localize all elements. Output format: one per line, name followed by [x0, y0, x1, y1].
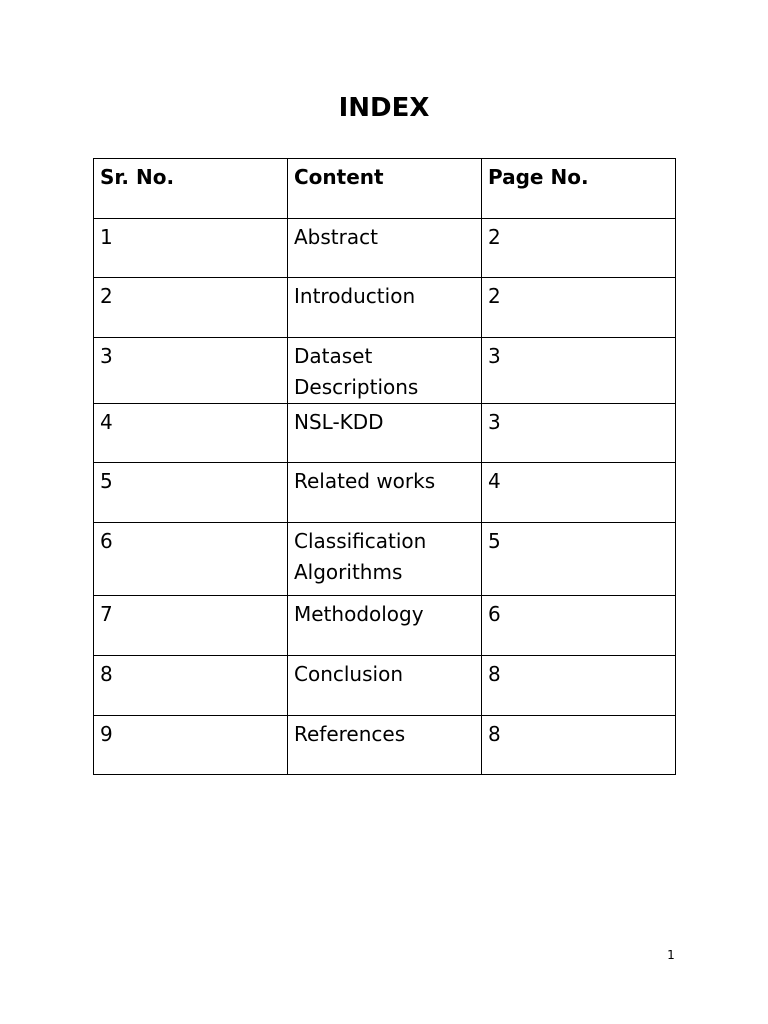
cell-page-no: 4	[482, 463, 676, 523]
cell-sr-no: 3	[94, 338, 288, 404]
table-row	[94, 463, 676, 523]
cell-page-no: 8	[482, 656, 676, 716]
cell-content: References	[288, 716, 482, 775]
cell-content: Abstract	[288, 219, 482, 278]
cell-page-no: 2	[482, 278, 676, 338]
cell-content: Dataset Descriptions	[288, 338, 482, 404]
cell-page-no: 5	[482, 523, 676, 596]
cell-sr-no: 2	[94, 278, 288, 338]
table-header-row	[94, 159, 676, 219]
table-row	[94, 596, 676, 656]
table-row	[94, 523, 676, 596]
cell-sr-no: 6	[94, 523, 288, 596]
table-row	[94, 219, 676, 278]
cell-content: Methodology	[288, 596, 482, 656]
cell-sr-no: 1	[94, 219, 288, 278]
cell-content: NSL-KDD	[288, 404, 482, 463]
cell-content: Introduction	[288, 278, 482, 338]
table-row	[94, 278, 676, 338]
cell-sr-no: 4	[94, 404, 288, 463]
cell-page-no: 8	[482, 716, 676, 775]
page-title: INDEX	[338, 93, 430, 123]
index-table	[93, 158, 676, 775]
table-row	[94, 656, 676, 716]
cell-page-no: 2	[482, 219, 676, 278]
cell-content: Classification Algorithms	[288, 523, 482, 596]
page-number: 1	[667, 948, 675, 962]
table-row	[94, 716, 676, 775]
cell-sr-no: 8	[94, 656, 288, 716]
cell-sr-no: 7	[94, 596, 288, 656]
cell-page-no: 3	[482, 404, 676, 463]
table-row	[94, 338, 676, 404]
cell-sr-no: 5	[94, 463, 288, 523]
header-page-no: Page No.	[482, 159, 676, 219]
header-content: Content	[288, 159, 482, 219]
cell-content: Conclusion	[288, 656, 482, 716]
table-row	[94, 404, 676, 463]
cell-content: Related works	[288, 463, 482, 523]
cell-page-no: 6	[482, 596, 676, 656]
header-sr-no: Sr. No.	[94, 159, 288, 219]
cell-sr-no: 9	[94, 716, 288, 775]
cell-page-no: 3	[482, 338, 676, 404]
